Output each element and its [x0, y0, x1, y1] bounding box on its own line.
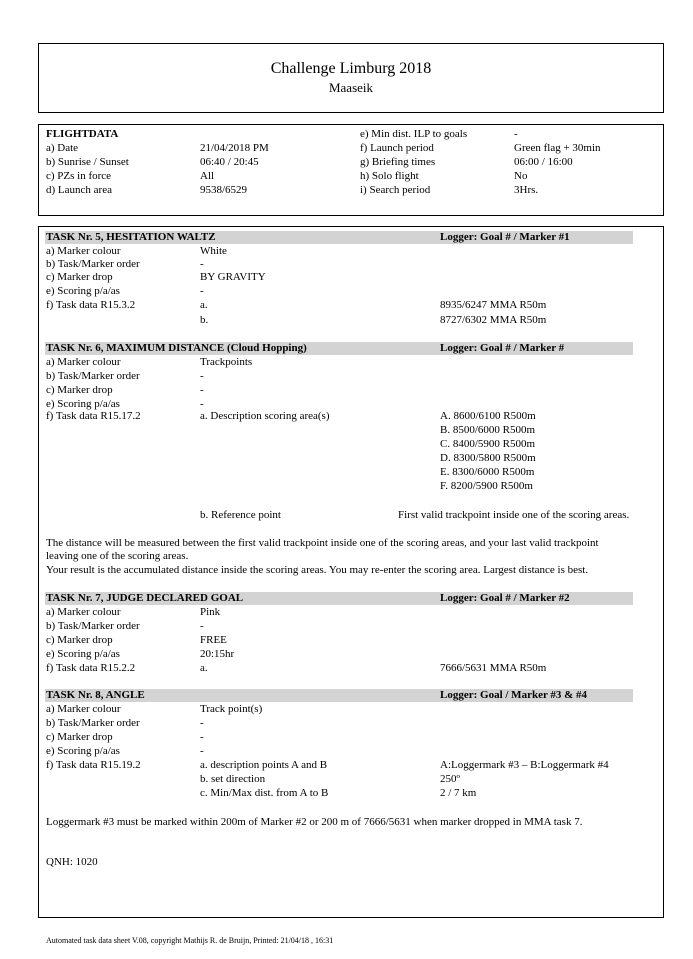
task8-value: - — [200, 717, 204, 729]
task6-label: e) Scoring p/a/as — [46, 398, 120, 410]
flightdata-value: - — [514, 128, 518, 140]
header-box — [38, 43, 664, 113]
task7-label: e) Scoring p/a/as — [46, 648, 120, 660]
task8-data: A:Loggermark #3 – B:Loggermark #4 — [440, 759, 609, 771]
task5-data: 8935/6247 MMA R50m — [440, 299, 547, 311]
task5-label: b) Task/Marker order — [46, 258, 140, 270]
task8-value: - — [200, 731, 204, 743]
flightdata-value: 06:00 / 16:00 — [514, 156, 573, 168]
task6-note: The distance will be measured between the first valid trackpoint inside one of the scoring areas, and your last valid trackpoint — [46, 537, 599, 549]
task5-value: b. — [200, 314, 209, 326]
task5-label: c) Marker drop — [46, 271, 113, 283]
task6-label: b) Task/Marker order — [46, 370, 140, 382]
qnh-value: QNH: 1020 — [46, 856, 98, 868]
flightdata-value: All — [200, 170, 215, 182]
flightdata-value: Green flag + 30min — [514, 142, 601, 154]
task8-title: TASK Nr. 8, ANGLE — [46, 689, 145, 701]
task6-value: a. Description scoring area(s) — [200, 410, 330, 422]
task8-logger: Logger: Goal / Marker #3 & #4 — [440, 689, 588, 701]
task8-data: 2 / 7 km — [440, 787, 477, 799]
task6-area: D. 8300/5800 R500m — [440, 452, 536, 464]
task7-title: TASK Nr. 7, JUDGE DECLARED GOAL — [46, 592, 244, 604]
flightdata-value: No — [514, 170, 528, 182]
footer-text: Automated task data sheet V.08, copyright Mathijs R. de Bruijn, Printed: 21/04/18 , 16:31 — [46, 936, 334, 945]
task6-note: Your result is the accumulated distance inside the scoring areas. You may re-enter the scoring area. Largest distance is best. — [46, 564, 589, 576]
task5-value: White — [200, 245, 227, 257]
flightdata-label: h) Solo flight — [360, 170, 419, 182]
task6-value: - — [200, 370, 204, 382]
flightdata-label: b) Sunrise / Sunset — [46, 156, 129, 168]
task8-value: b. set direction — [200, 773, 266, 785]
task8-label: c) Marker drop — [46, 731, 113, 743]
task6-label: c) Marker drop — [46, 384, 113, 396]
task8-note: Loggermark #3 must be marked within 200m of Marker #2 or 200 m of 7666/5631 when marker dropped in MMA task 7. — [46, 816, 583, 828]
task5-value: BY GRAVITY — [200, 271, 266, 283]
task6-area: C. 8400/5900 R500m — [440, 438, 536, 450]
task8-data: 250º — [440, 773, 460, 785]
task6-area: B. 8500/6000 R500m — [440, 424, 536, 436]
task7-data: 7666/5631 MMA R50m — [440, 662, 547, 674]
task5-value: - — [200, 258, 204, 270]
task6-logger: Logger: Goal # / Marker # — [440, 342, 565, 354]
task5-label: e) Scoring p/a/as — [46, 285, 120, 297]
flightdata-value: 06:40 / 20:45 — [200, 156, 259, 168]
task7-value: - — [200, 620, 204, 632]
task8-label: a) Marker colour — [46, 703, 121, 715]
flightdata-value: 9538/6529 — [200, 184, 248, 196]
task6-value: Trackpoints — [200, 356, 253, 368]
flightdata-box — [38, 124, 664, 216]
task5-logger: Logger: Goal # / Marker #1 — [440, 231, 570, 243]
task6-reference-value: First valid trackpoint inside one of the scoring areas. — [398, 509, 630, 521]
task6-label: a) Marker colour — [46, 356, 121, 368]
flightdata-label: i) Search period — [360, 184, 431, 196]
task5-data: 8727/6302 MMA R50m — [440, 314, 547, 326]
task5-label: a) Marker colour — [46, 245, 121, 257]
task8-value: Track point(s) — [200, 703, 263, 715]
task7-value: a. — [200, 662, 208, 674]
task6-title: TASK Nr. 6, MAXIMUM DISTANCE (Cloud Hopping) — [46, 342, 307, 354]
flightdata-label: e) Min dist. ILP to goals — [360, 128, 468, 140]
task6-area: E. 8300/6000 R500m — [440, 466, 535, 478]
task8-label: f) Task data R15.19.2 — [46, 759, 141, 771]
task7-label: b) Task/Marker order — [46, 620, 140, 632]
task6-note: leaving one of the scoring areas. — [46, 550, 189, 562]
task5-value: a. — [200, 299, 208, 311]
flightdata-label: a) Date — [46, 142, 79, 154]
task6-label: f) Task data R15.17.2 — [46, 410, 141, 422]
task8-value: c. Min/Max dist. from A to B — [200, 787, 329, 799]
task7-value: 20:15hr — [200, 648, 235, 660]
task7-label: c) Marker drop — [46, 634, 113, 646]
task8-value: a. description points A and B — [200, 759, 328, 771]
task5-value: - — [200, 285, 204, 297]
task6-area: A. 8600/6100 R500m — [440, 410, 536, 422]
flightdata-label: g) Briefing times — [360, 156, 436, 168]
document-title: Challenge Limburg 2018 — [270, 60, 432, 77]
flightdata-value: 3Hrs. — [514, 184, 539, 196]
task8-label: b) Task/Marker order — [46, 717, 140, 729]
task6-area: F. 8200/5900 R500m — [440, 480, 533, 492]
flightdata-value: 21/04/2018 PM — [200, 142, 269, 154]
task7-label: f) Task data R15.2.2 — [46, 662, 136, 674]
task6-reference-label: b. Reference point — [200, 509, 281, 521]
flightdata-heading: FLIGHTDATA — [46, 128, 119, 140]
task5-label: f) Task data R15.3.2 — [46, 299, 136, 311]
task8-value: - — [200, 745, 204, 757]
flightdata-label: c) PZs in force — [46, 170, 112, 182]
document-location: Maaseik — [328, 80, 374, 95]
task7-value: FREE — [200, 634, 227, 646]
task5-title: TASK Nr. 5, HESITATION WALTZ — [46, 231, 216, 243]
task7-logger: Logger: Goal # / Marker #2 — [440, 592, 570, 604]
task6-value: - — [200, 384, 204, 396]
task7-value: Pink — [200, 606, 221, 618]
flightdata-label: d) Launch area — [46, 184, 112, 196]
task8-label: e) Scoring p/a/as — [46, 745, 120, 757]
task7-label: a) Marker colour — [46, 606, 121, 618]
flightdata-label: f) Launch period — [360, 142, 434, 154]
task6-value: - — [200, 398, 204, 410]
